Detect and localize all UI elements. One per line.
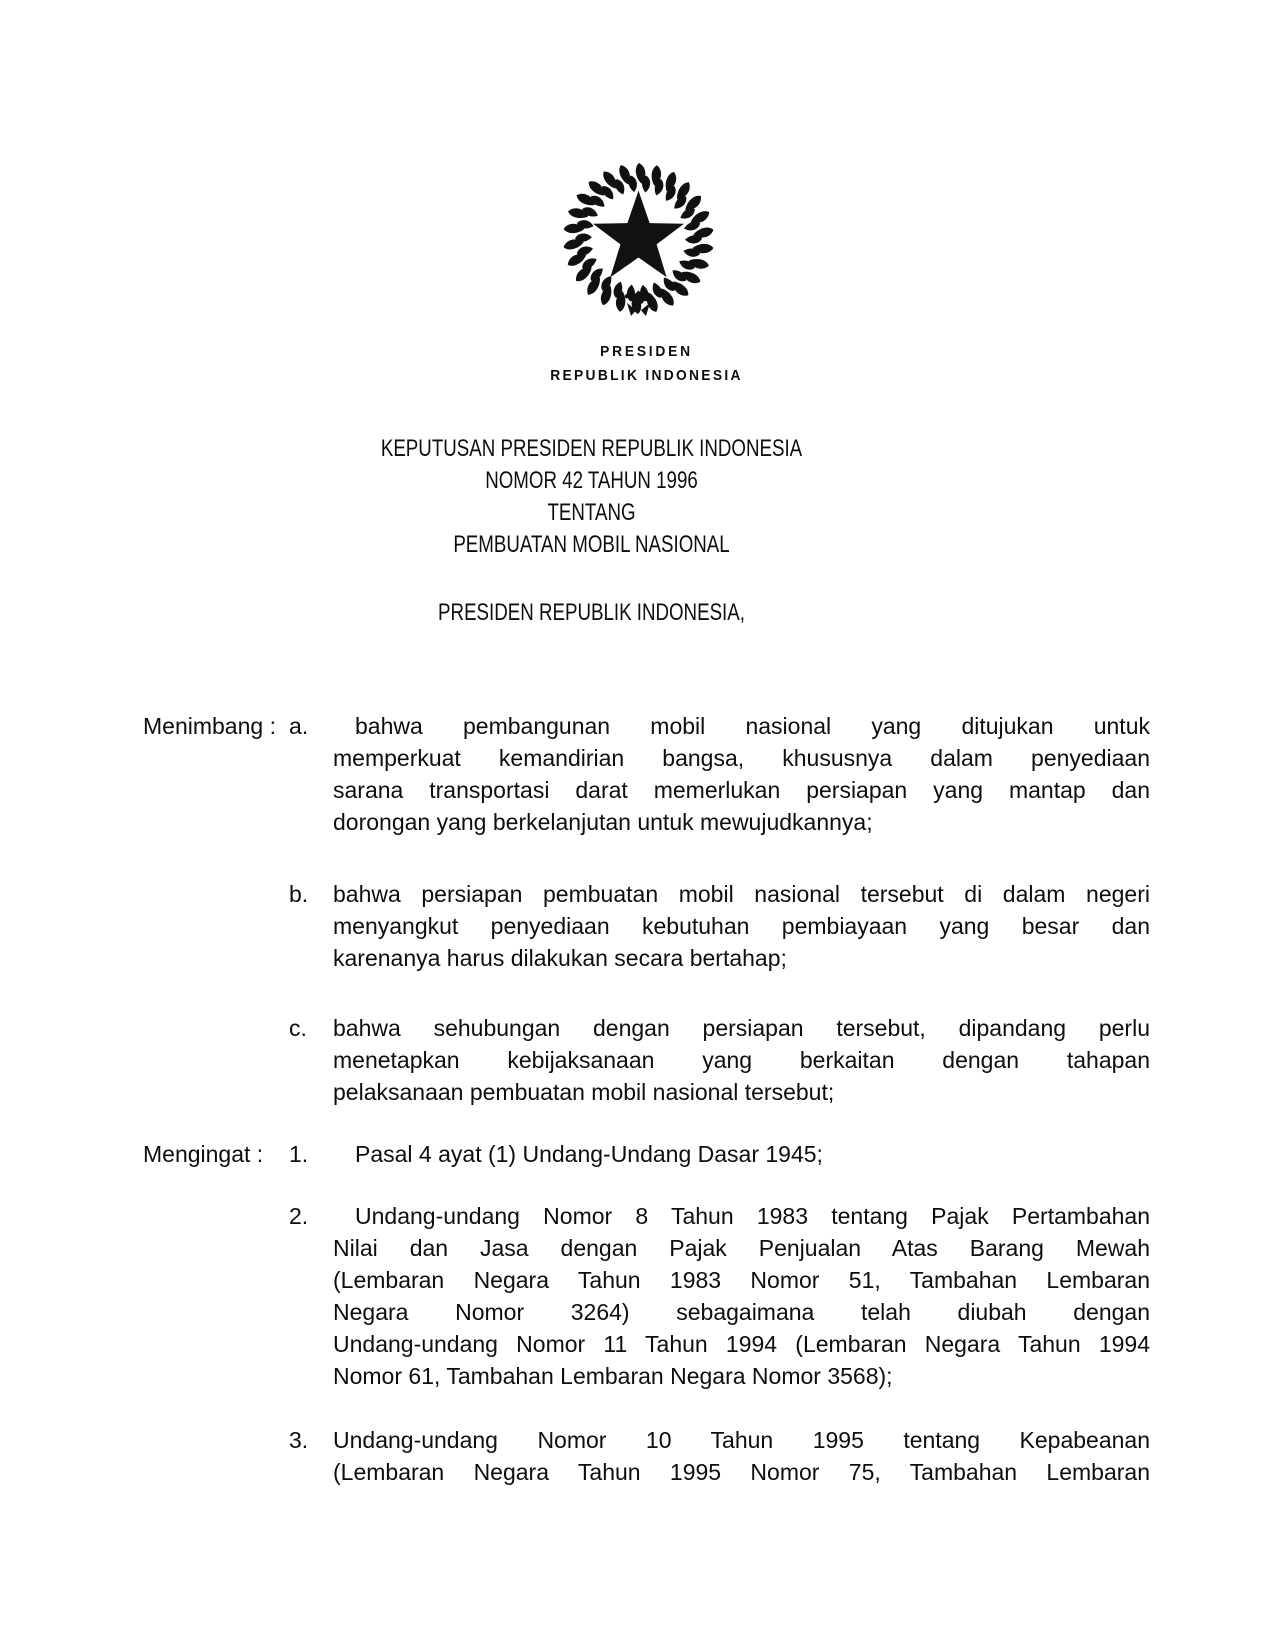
item-marker: 2. [289,1203,309,1229]
paragraph-line: Nilai dan Jasa dengan Pajak Penjualan Atas Barang Mewah [333,1235,1150,1261]
paragraph-line: bahwa sehubungan dengan persiapan tersebut, dipandang perlu [333,1015,1150,1041]
section-label-spacer [143,1424,288,1488]
paragraph-line: (Lembaran Negara Tahun 1983 Nomor 51, Tambahan Lembaran [333,1267,1150,1293]
paragraph-line: memperkuat kemandirian bangsa, khususnya dalam penyediaan [333,745,1150,771]
paragraph-line: bahwa persiapan pembuatan mobil nasional tersebut di dalam negeri [333,881,1150,907]
mengingat-item-2 [143,1200,1150,1392]
paragraph [333,1012,1150,1108]
item-marker: b. [289,881,309,907]
paragraph [333,710,1150,838]
paragraph-line: karenanya harus dilakukan secara bertahap; [333,945,787,971]
presidential-seal-icon [556,156,721,321]
item-marker: 1. [289,1141,309,1167]
star-icon [593,191,684,278]
section-label-mengingat: Mengingat : [143,1141,264,1167]
paragraph-line: menyangkut penyediaan kebutuhan pembiayaan yang besar dan [333,913,1150,939]
paragraph [333,1138,1150,1170]
paragraph-line: Undang-undang Nomor 8 Tahun 1983 tentang Pajak Pertambahan [355,1203,1150,1229]
section-label-spacer [143,1200,288,1392]
title-line-keputusan: KEPUTUSAN PRESIDEN REPUBLIK INDONESIA [380,435,803,462]
section-label-spacer [143,878,288,974]
paragraph-line: pelaksanaan pembuatan mobil nasional tersebut; [333,1079,835,1105]
paragraph-line: Negara Nomor 3264) sebagaimana telah diubah dengan [333,1299,1150,1325]
title-line-tentang: TENTANG [547,499,636,526]
document-body [143,710,1150,1488]
mengingat-item-3 [143,1424,1150,1488]
menimbang-item-b [143,878,1150,974]
letterhead [183,343,1109,385]
paragraph [333,878,1150,974]
title-line-subject: PEMBUATAN MOBIL NASIONAL [453,531,730,558]
item-marker: a. [289,713,309,739]
item-marker: c. [289,1015,307,1041]
mengingat-item-1 [143,1138,1150,1170]
paragraph [333,1424,1150,1488]
menimbang-item-a [143,710,1150,838]
letterhead-presiden: PRESIDEN [600,343,693,360]
paragraph [333,1200,1150,1392]
menimbang-item-c [143,1012,1150,1108]
paragraph-line: Undang-undang Nomor 11 Tahun 1994 (Lembaran Negara Tahun 1994 [333,1331,1150,1357]
paragraph-line: Pasal 4 ayat (1) Undang-Undang Dasar 1945; [355,1141,823,1167]
paragraph-line: dorongan yang berkelanjutan untuk mewujudkannya; [333,809,873,835]
paragraph-line: Nomor 61, Tambahan Lembaran Negara Nomor 3568); [333,1363,893,1389]
salutation: PRESIDEN REPUBLIK INDONESIA, [438,599,745,626]
section-label-menimbang: Menimbang : [143,713,276,739]
title-line-nomor: NOMOR 42 TAHUN 1996 [485,467,698,494]
section-label-spacer [143,1012,288,1108]
paragraph-line: bahwa pembangunan mobil nasional yang ditujukan untuk [355,713,1150,739]
paragraph-line: sarana transportasi darat memerlukan persiapan yang mantap dan [333,777,1150,803]
paragraph-line: menetapkan kebijaksanaan yang berkaitan dengan tahapan [333,1047,1150,1073]
paragraph-line: (Lembaran Negara Tahun 1995 Nomor 75, Tambahan Lembaran [333,1459,1150,1485]
document-title [242,433,942,561]
paragraph-line: Undang-undang Nomor 10 Tahun 1995 tentang Kepabeanan [333,1427,1150,1453]
item-marker: 3. [289,1427,309,1453]
letterhead-republik-indonesia: REPUBLIK INDONESIA [550,367,743,384]
